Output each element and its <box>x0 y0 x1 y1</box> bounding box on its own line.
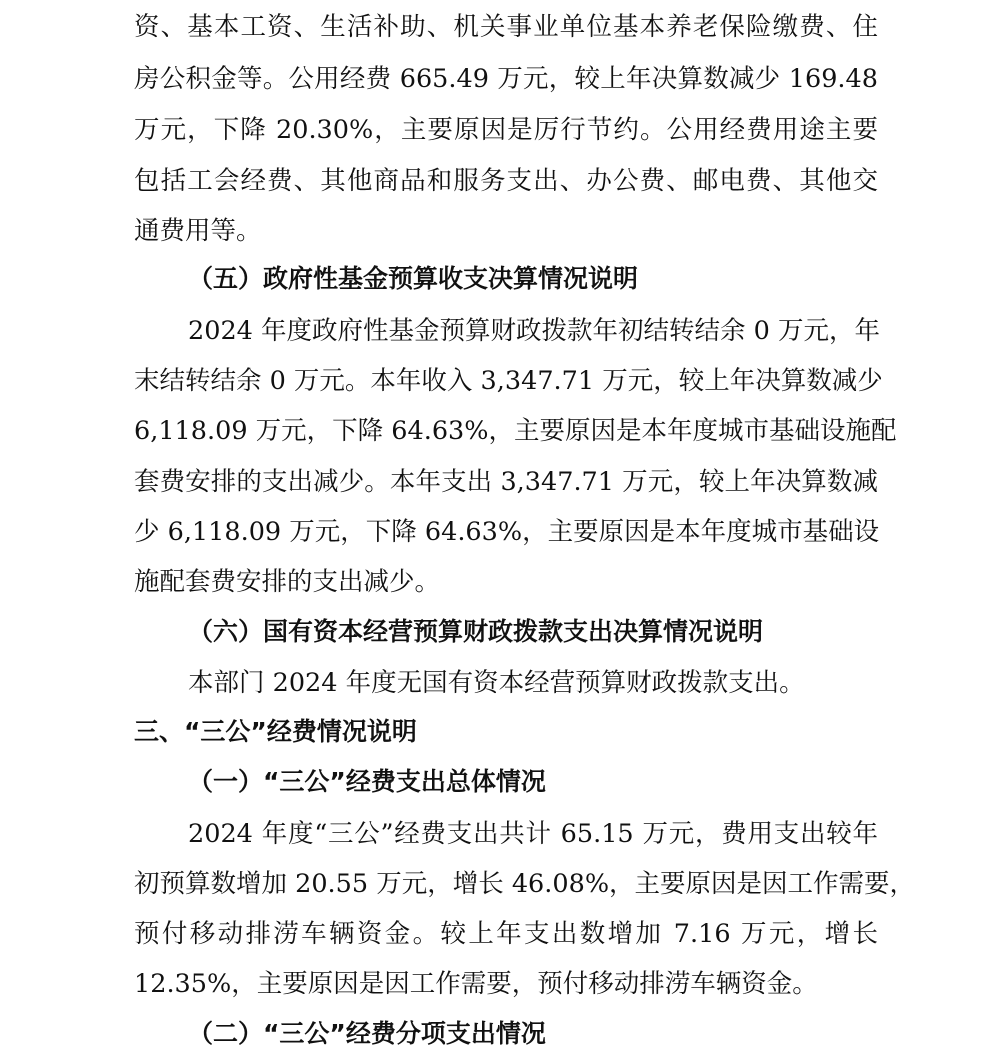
body-line: 12.35%，主要原因是因工作需要，预付移动排涝车辆资金。 <box>134 969 818 999</box>
body-line: 资、基本工资、生活补助、机关事业单位基本养老保险缴费、住 <box>134 12 878 42</box>
body-line: 万元，下降 20.30%，主要原因是厉行节约。公用经费用途主要 <box>134 115 878 145</box>
body-line: 少 6,118.09 万元，下降 64.63%，主要原因是本年度城市基础设 <box>134 517 880 547</box>
body-line: 房公积金等。公用经费 665.49 万元，较上年决算数减少 169.48 <box>134 64 878 94</box>
body-line: 施配套费安排的支出减少。 <box>134 567 441 597</box>
body-line: 套费安排的支出减少。本年支出 3,347.71 万元，较上年决算数减 <box>134 467 878 497</box>
section-heading-5: （五）政府性基金预算收支决算情况说明 <box>188 264 639 293</box>
body-line: 6,118.09 万元，下降 64.63%，主要原因是本年度城市基础设施配 <box>134 416 897 446</box>
section-heading-2: （二）“三公”经费分项支出情况 <box>188 1019 546 1048</box>
body-line: 通费用等。 <box>134 216 262 246</box>
body-line: 本部门 2024 年度无国有资本经营预算财政拨款支出。 <box>188 668 805 698</box>
chapter-heading-3: 三、“三公”经费情况说明 <box>134 717 417 746</box>
body-line: 初预算数增加 20.55 万元，增长 46.08%，主要原因是因工作需要， <box>134 869 916 899</box>
body-line: 末结转结余 0 万元。本年收入 3,347.71 万元，较上年决算数减少 <box>134 366 883 396</box>
body-line: 包括工会经费、其他商品和服务支出、办公费、邮电费、其他交 <box>134 166 878 196</box>
body-line: 2024 年度“三公”经费支出共计 65.15 万元，费用支出较年 <box>188 819 878 849</box>
section-heading-1: （一）“三公”经费支出总体情况 <box>188 767 546 796</box>
body-line: 2024 年度政府性基金预算财政拨款年初结转结余 0 万元，年 <box>188 316 880 346</box>
body-line: 预付移动排涝车辆资金。较上年支出数增加 7.16 万元，增长 <box>134 919 878 949</box>
section-heading-6: （六）国有资本经营预算财政拨款支出决算情况说明 <box>188 617 764 646</box>
